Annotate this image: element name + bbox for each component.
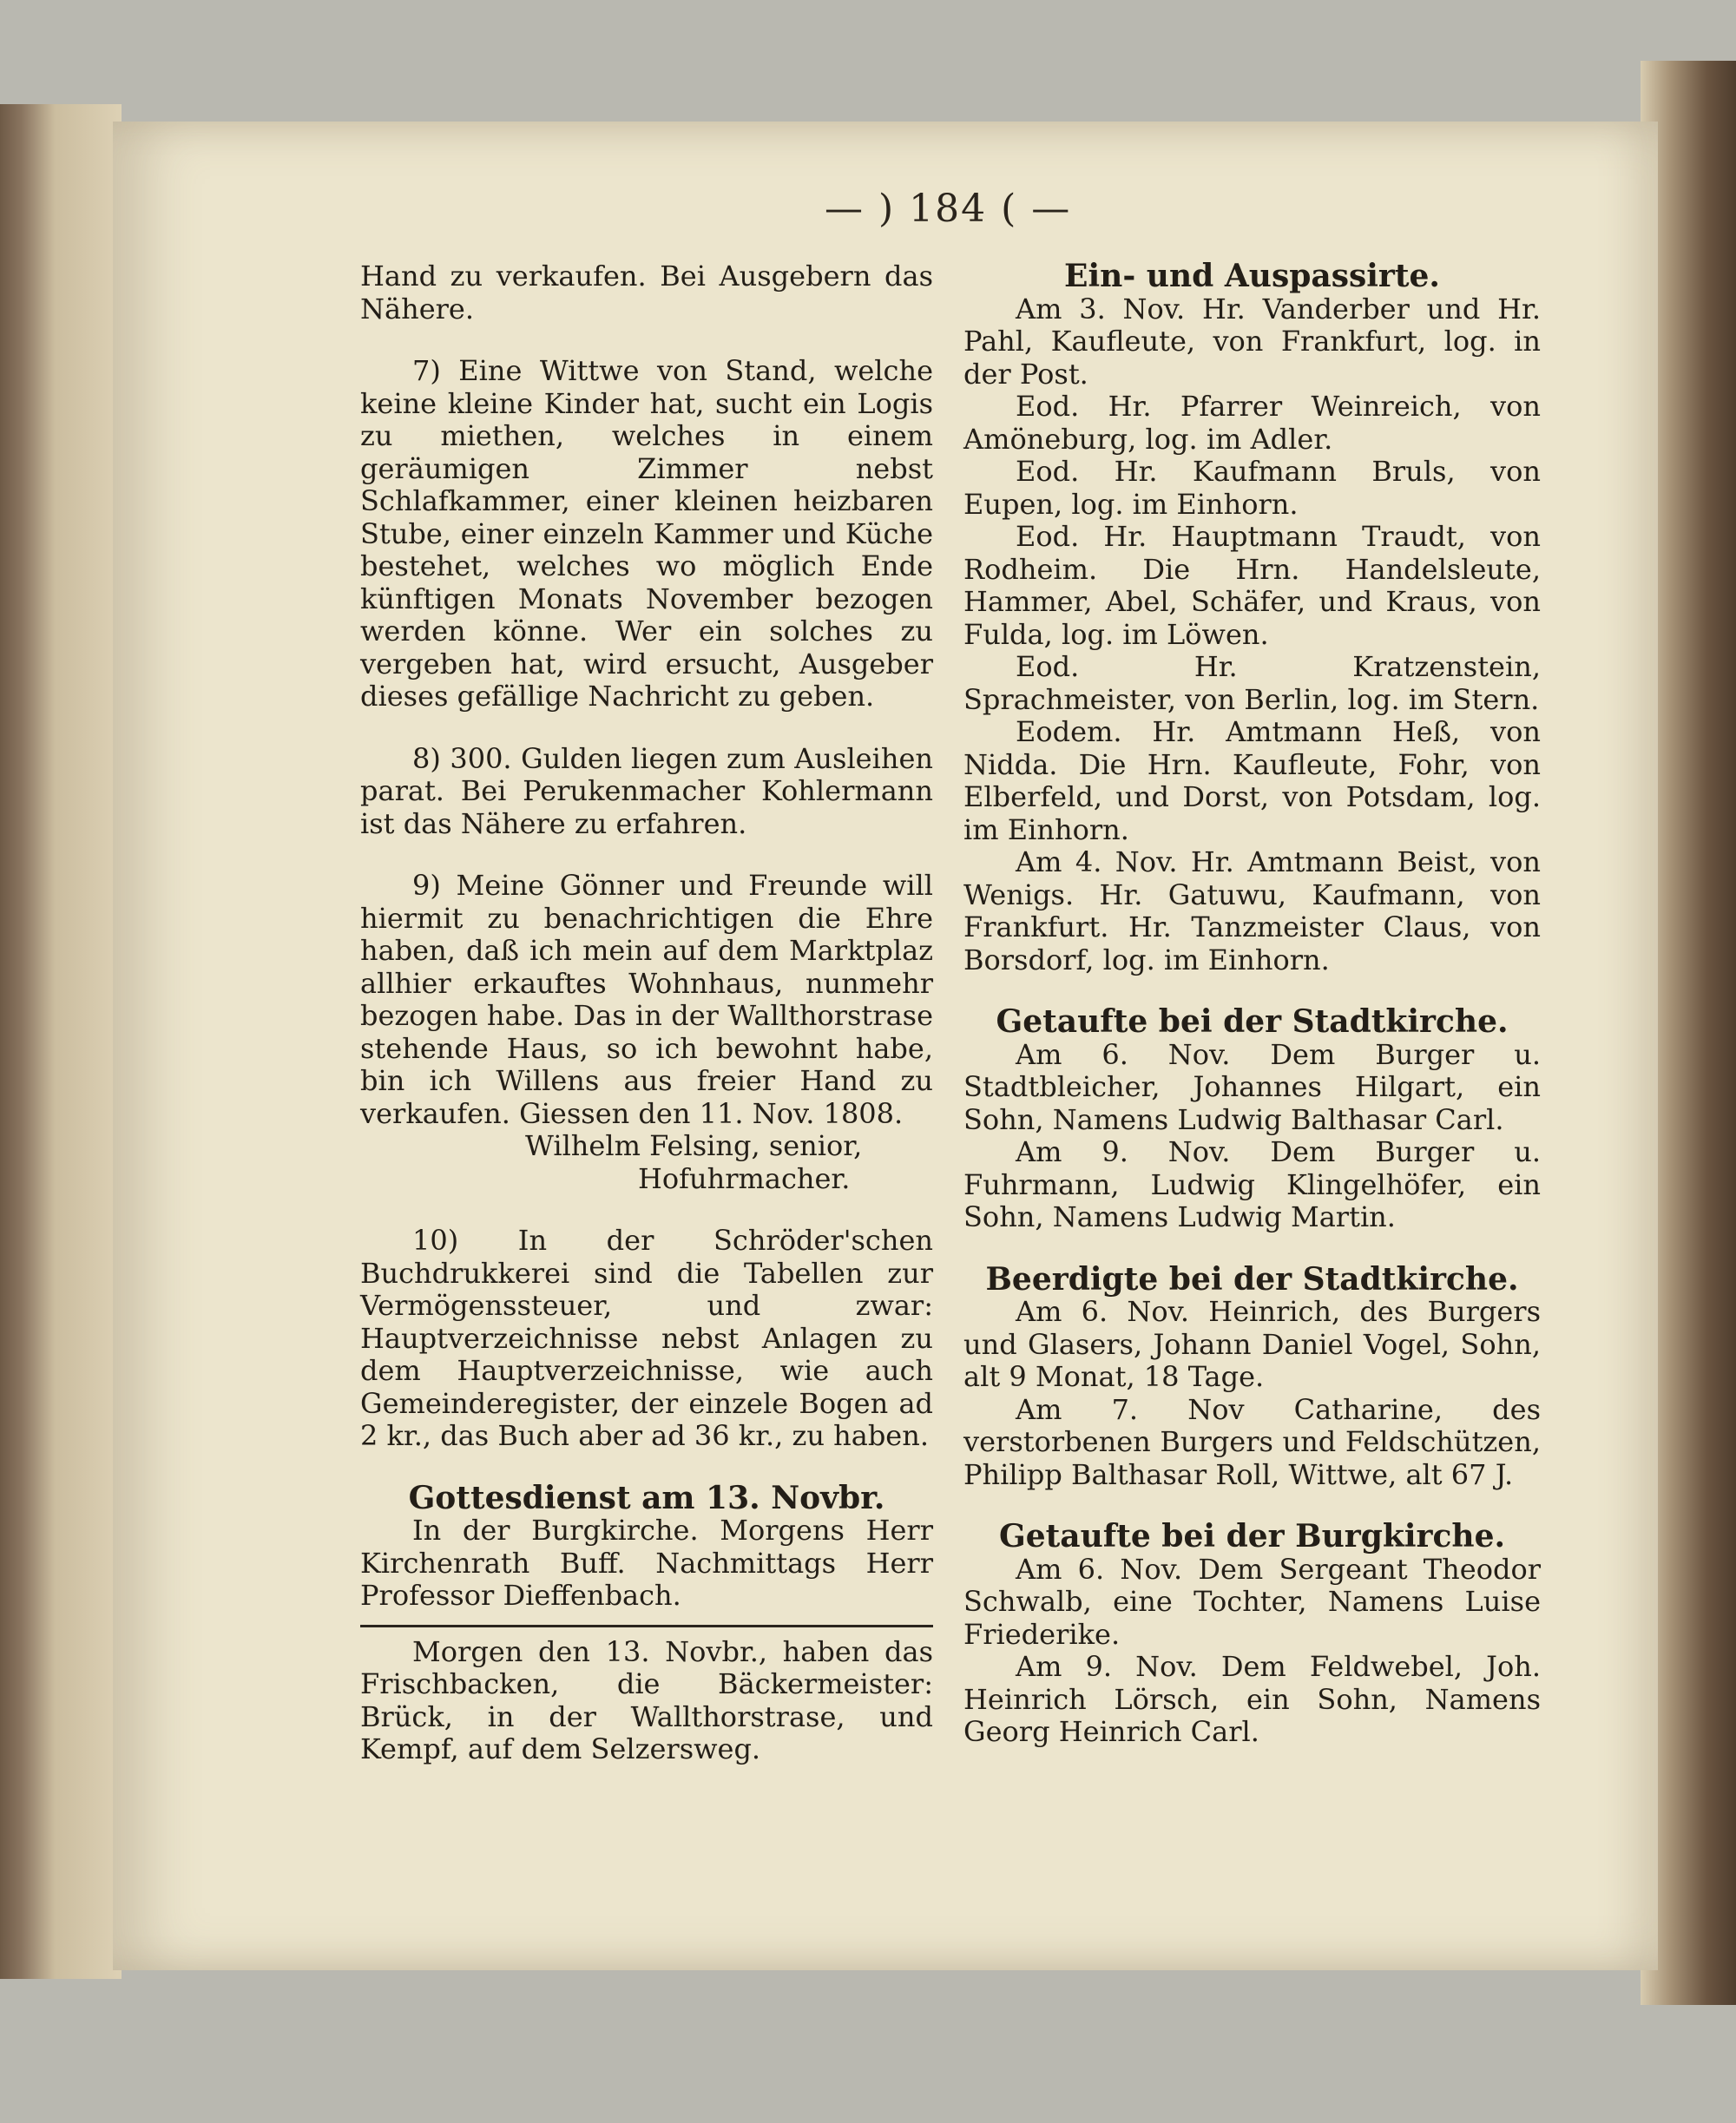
signature-name: Wilhelm Felsing, senior, <box>525 1129 863 1162</box>
bakers-text: Morgen den 13. Novbr., haben das Frischbacken, die Bäckermeister: Brück, in der Wallthorstrase, und Kempf, auf dem Selzersweg. <box>360 1634 933 1765</box>
baptized-city-entry: Am 6. Nov. Dem Burger u. Stadtbleicher, Johannes Hilgart, ein Sohn, Namens Ludwig Balthasar Carl. <box>963 1037 1541 1136</box>
travelers-entry: Am 4. Nov. Hr. Amtmann Beist, von Wenigs. Hr. Gatuwu, Kaufmann, von Frankfurt. Hr. Tanzmeister Claus, von Borsdorf, log. im Einhorn. <box>963 845 1541 976</box>
advert-item-8: 8) 300. Gulden liegen zum Ausleihen parat. Bei Perukenmacher Kohlermann ist das Nähere zu erfahren. <box>360 741 933 840</box>
book-left-edge <box>0 104 122 1979</box>
continuation-text: Hand zu verkaufen. Bei Ausgebern das Nähere. <box>360 260 933 325</box>
buried-entry: Am 6. Nov. Heinrich, des Burgers und Glasers, Johann Daniel Vogel, Sohn, alt 9 Monat, 18 Tage. <box>963 1295 1541 1393</box>
advert-item-10: 10) In der Schröder'schen Buchdrukkerei sind die Tabellen zur Vermögenssteuer, und zwar: Hauptverzeichnisse nebst Anlagen zu dem Hauptverzeichnisse, wie auch Gemeinderegister, der einzele Bogen ad 2 kr., das Buch aber ad 36 kr., zu haben. <box>360 1224 933 1452</box>
buried-heading: Beerdigte bei der Stadtkirche. <box>985 1260 1519 1298</box>
section-rule <box>360 1625 933 1627</box>
travelers-heading: Ein- und Auspassirte. <box>1064 258 1440 294</box>
baptized-castle-heading: Getaufte bei der Burgkirche. <box>998 1518 1506 1554</box>
travelers-entry: Eod. Hr. Pfarrer Weinreich, von Amöneburg, log. im Adler. <box>963 390 1541 456</box>
travelers-entry: Eod. Hr. Hauptmann Traudt, von Rodheim. Die Hrn. Handelsleute, Hammer, Abel, Schäfer, und Kraus, von Fulda, log. im Löwen. <box>963 520 1541 651</box>
baptized-castle-entry: Am 9. Nov. Dem Feldwebel, Joh. Heinrich Lörsch, ein Sohn, Namens Georg Heinrich Carl. <box>963 1650 1541 1748</box>
signature-title: Hofuhrmacher. <box>638 1161 851 1195</box>
travelers-entry: Eod. Hr. Kaufmann Bruls, von Eupen, log. im Einhorn. <box>963 455 1541 521</box>
page-number: — ) 184 ( — <box>825 187 1072 231</box>
baptized-city-heading: Getaufte bei der Stadtkirche. <box>996 1003 1509 1040</box>
baptized-city-entry: Am 9. Nov. Dem Burger u. Fuhrmann, Ludwig Klingelhöfer, ein Sohn, Namens Ludwig Martin. <box>963 1135 1541 1233</box>
buried-entry: Am 7. Nov Catharine, des verstorbenen Burgers und Feldschützen, Philipp Balthasar Roll, Wittwe, alt 67 J. <box>963 1392 1541 1491</box>
travelers-entry: Eodem. Hr. Amtmann Heß, von Nidda. Die Hrn. Kaufleute, Fohr, von Elberfeld, und Dorst, von Potsdam, log. im Einhorn. <box>963 715 1541 846</box>
left-column <box>360 260 933 1766</box>
travelers-entry: Am 3. Nov. Hr. Vanderber und Hr. Pahl, Kaufleute, von Frankfurt, log. in der Post. <box>963 292 1541 391</box>
service-heading: Gottesdienst am 13. Novbr. <box>408 1479 885 1516</box>
right-column <box>963 260 1541 1749</box>
baptized-castle-entry: Am 6. Nov. Dem Sergeant Theodor Schwalb, eine Tochter, Namens Luise Friederike. <box>963 1552 1541 1651</box>
advert-item-9: 9) Meine Gönner und Freunde will hiermit zu benachrichtigen die Ehre haben, daß ich mein auf dem Marktplaz allhier erkauftes Wohnhaus, nunmehr bezogen habe. Das in der Wallthorstrase stehende Haus, so ich bewohnt habe, bin ich Willens aus freier Hand zu verkaufen. Giessen den 11. Nov. 1808. <box>360 869 933 1130</box>
travelers-entry: Eod. Hr. Kratzenstein, Sprachmeister, von Berlin, log. im Stern. <box>963 650 1541 716</box>
service-text: In der Burgkirche. Morgens Herr Kirchenrath Buff. Nachmittags Herr Professor Dieffenbach. <box>360 1514 933 1612</box>
advert-item-7: 7) Eine Wittwe von Stand, welche keine kleine Kinder hat, sucht ein Logis zu miethen, welches in einem geräumigen Zimmer nebst Schlafkammer, einer kleinen heizbaren Stube, einer einzeln Kammer und Küche bestehet, welches wo möglich Ende künftigen Monats November bezogen werden könne. Wer ein solches zu vergeben hat, wird ersucht, Ausgeber dieses gefällige Nachricht zu geben. <box>360 354 933 713</box>
